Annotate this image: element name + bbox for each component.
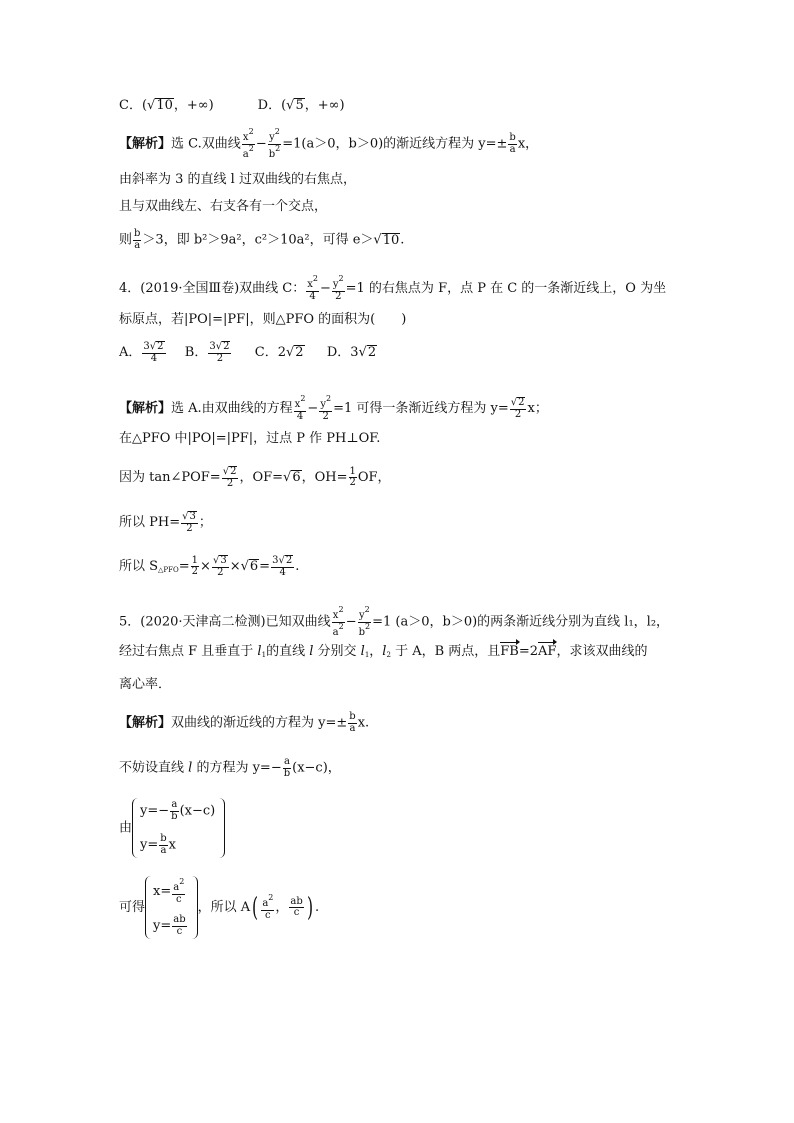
question-5: 5．(2020·天津高二检测)已知双曲线 $\frac{x^2}{a^2}$ − $\frac{y^2}{b^2}$ =1 (a＞0，b＞0)的两条渐近线分别为直线 l₁，l₂， [119,605,670,638]
solution-1: 【解析】选 C.双曲线 $\frac{x^2}{a^2}$ − $\frac{y^2}{b^2}$ =1(a＞0，b＞0)的渐近线方程为 y=± $\frac{b}{a}$ x， [119,127,539,160]
question-5-line2: 经过右焦点 F 且垂直于 $l_1$的直线 l 分别交 $l_1$，$l_2$ 于 A，B 两点，且FB=2AF，求该双曲线的 [119,644,648,659]
options-cd: C．(√10，+∞) D．(√5，+∞) [119,98,345,113]
q5-tail: =1 (a＞0，b＞0)的两条渐近线分别为直线 l₁，l₂， [372,614,670,630]
equation-system: y=− $\frac{a}{b}$ (x−c) y= $\frac{b}{a}$ x [132,798,225,858]
solution-5: 【解析】双曲线的渐近线的方程为 y=± $\frac{b}{a}$ x. [119,711,370,734]
line-11: 因为 tan∠POF= $\frac{√2}{2}$ ，OF=√6，OH= $\frac{1}{2}$ OF， [119,465,391,489]
q4-options [119,341,377,364]
solution-system: x= $\frac{a^2}{c}$ y= $\frac{ab}{c}$ [145,876,198,939]
q5-source: 5．(2020·天津高二检测)已知双曲线 [119,614,331,630]
line-18: 不妨设直线 l 的方程为 y=− $\frac{a}{b}$ (x−c)， [119,756,341,779]
line-13: 所以 $S_{\triangle PFO}=$ $\frac{1}{2}$ × $\frac{√3}{2}$ ×√6= $\frac{3√2}{4}$ . [119,554,300,578]
line-5: 则 $\frac{b}{a}$ ＞3，即 b²＞9a²，c²＞10a²，可得 e＞√10. [119,228,405,251]
line-3: 由斜率为 3 的直线 l 过双曲线的右焦点， [119,172,356,187]
line-16: 离心率． [119,677,172,692]
q4-source: 4．(2019·全国Ⅲ卷)双曲线 C： [119,281,306,296]
system-1: 由 y=− $\frac{a}{b}$ (x−c) y= $\frac{b}{a}$ x [119,798,225,858]
jiexi-tag: 【解析】 [119,136,172,152]
option-a: A． $\frac{3√2}{4}$ [119,341,164,364]
option-b: B． $\frac{3√2}{2}$ [184,341,230,364]
line-10: 在△PFO 中|PO|=|PF|，过点 P 作 PH⊥OF. [119,431,381,446]
line-4: 且与双曲线左、右支各有一个交点， [119,199,328,214]
option-c: C．2√2 [254,345,304,360]
q4-tail: =1 的右焦点为 F，点 P 在 C 的一条渐近线上，O 为坐 [345,281,667,296]
question-4: 4．(2019·全国Ⅲ卷)双曲线 C： $\frac{x^2}{4}$ − $\frac{y^2}{2}$ =1 的右焦点为 F，点 P 在 C 的一条渐近线上，O 为坐 [119,274,667,302]
option-d: D．3√2 [326,345,377,360]
system-2: 可得 x= $\frac{a^2}{c}$ y= $\frac{ab}{c}$ ，所以 A( $\frac{a^2}{c}$ ， $\frac{ab}{c}$ ) . [119,876,319,939]
line-7: 标原点，若|PO|=|PF|，则△PFO 的面积为( ) [119,312,407,327]
solution-4: 【解析】选 A.由双曲线的方程 $\frac{x^2}{4}$ − $\frac{y^2}{2}$ =1 可得一条渐近线方程为 y= $\frac{√2}{2}$ x； [119,394,548,422]
line-12: 所以 PH= $\frac{√3}{2}$ ； [119,511,212,534]
